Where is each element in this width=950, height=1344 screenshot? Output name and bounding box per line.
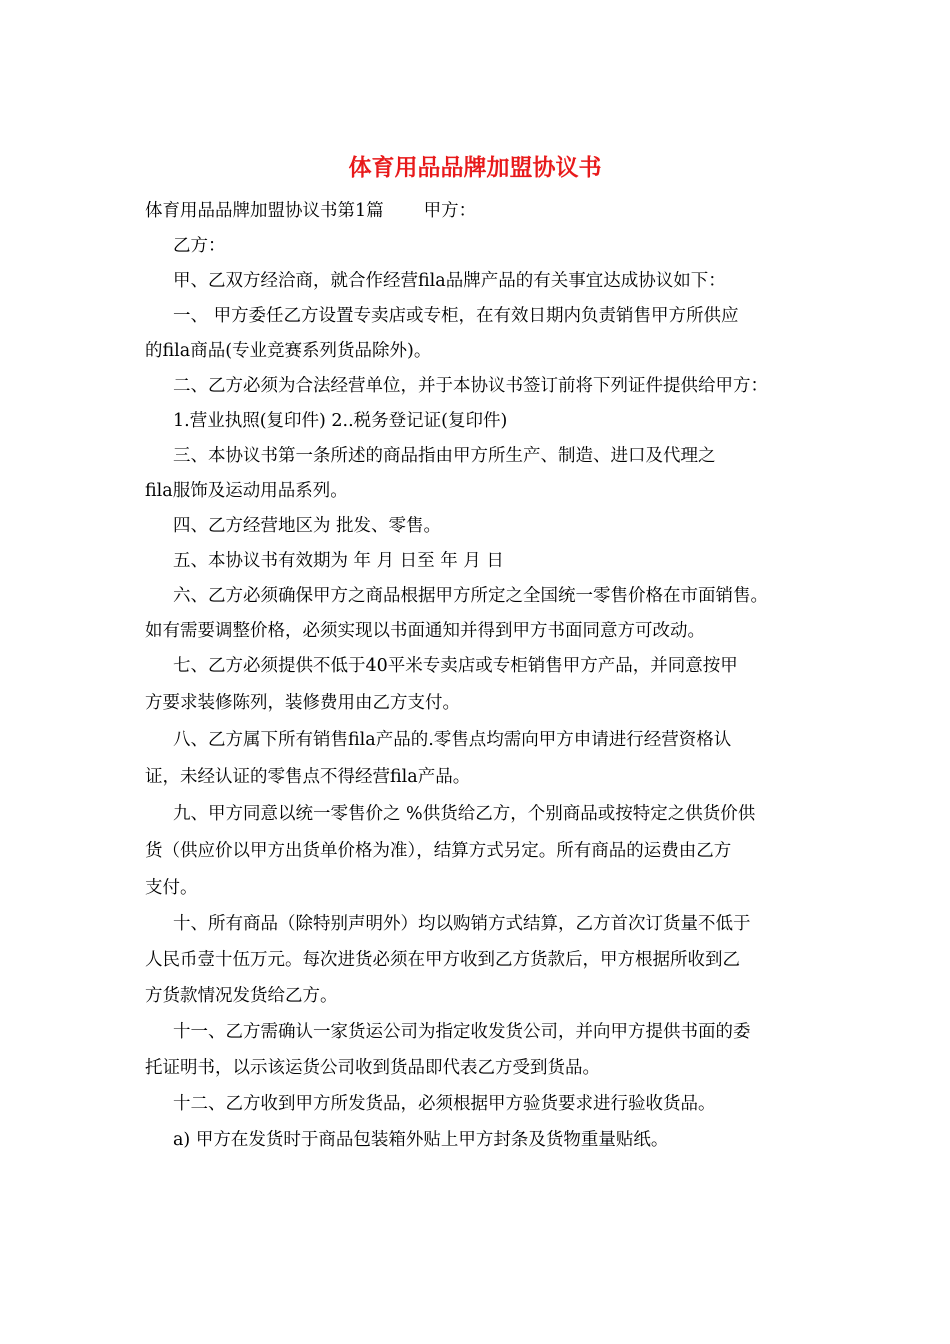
paragraph-line: fila服饰及运动用品系列。 bbox=[145, 481, 348, 501]
paragraph-line: 四、乙方经营地区为 批发、零售。 bbox=[173, 516, 442, 536]
paragraph-line: 五、本协议书有效期为 年 月 日至 年 月 日 bbox=[173, 551, 504, 571]
document-title: 体育用品品牌加盟协议书 bbox=[348, 154, 602, 181]
paragraph-line: 七、乙方必须提供不低于40平米专卖店或专柜销售甲方产品，并同意按甲 bbox=[173, 656, 738, 676]
intro-left: 体育用品品牌加盟协议书第1篇 bbox=[145, 201, 384, 221]
paragraph-line: 支付。 bbox=[145, 878, 198, 898]
paragraph-line: 二、乙方必须为合法经营单位，并于本协议书签订前将下列证件提供给甲方： bbox=[173, 376, 768, 396]
paragraph-line: 九、甲方同意以统一零售价之 %供货给乙方，个别商品或按特定之供货价供 bbox=[173, 804, 756, 824]
paragraph-line: 方货款情况发货给乙方。 bbox=[145, 986, 338, 1006]
paragraph-line: 十、所有商品（除特别声明外）均以购销方式结算，乙方首次订货量不低于 bbox=[173, 914, 751, 934]
paragraph-line: 托证明书，以示该运货公司收到货品即代表乙方受到货品。 bbox=[145, 1058, 600, 1078]
paragraph-line: 方要求装修陈列，装修费用由乙方支付。 bbox=[145, 693, 460, 713]
paragraph-line: 八、乙方属下所有销售fila产品的.零售点均需向甲方申请进行经营资格认 bbox=[173, 730, 732, 750]
paragraph-line: 六、乙方必须确保甲方之商品根据甲方所定之全国统一零售价格在市面销售。 bbox=[173, 586, 768, 606]
paragraph-line: 如有需要调整价格，必须实现以书面通知并得到甲方书面同意方可改动。 bbox=[145, 621, 705, 641]
intro-line bbox=[145, 198, 476, 224]
paragraph-line: 十一、乙方需确认一家货运公司为指定收发货公司，并向甲方提供书面的委 bbox=[173, 1022, 751, 1042]
paragraph-line: 一、 甲方委任乙方设置专卖店或专柜，在有效日期内负责销售甲方所供应 bbox=[173, 306, 739, 326]
paragraph-line: 的fila商品(专业竞赛系列货品除外)。 bbox=[145, 341, 432, 361]
paragraph-line: a) 甲方在发货时于商品包装箱外贴上甲方封条及货物重量贴纸。 bbox=[173, 1130, 669, 1150]
paragraph-line: 乙方： bbox=[173, 236, 226, 256]
paragraph-line: 证，未经认证的零售点不得经营fila产品。 bbox=[145, 767, 471, 787]
paragraph-line: 甲、乙双方经洽商，就合作经营fila品牌产品的有关事宜达成协议如下： bbox=[173, 271, 726, 291]
intro-right: 甲方： bbox=[423, 201, 477, 221]
paragraph-line: 十二、乙方收到甲方所发货品，必须根据甲方验货要求进行验收货品。 bbox=[173, 1094, 716, 1114]
paragraph-line: 人民币壹十伍万元。每次进货必须在甲方收到乙方货款后，甲方根据所收到乙 bbox=[145, 950, 740, 970]
paragraph-line: 三、本协议书第一条所述的商品指由甲方所生产、制造、进口及代理之 bbox=[173, 446, 716, 466]
paragraph-line: 1.营业执照(复印件) 2..税务登记证(复印件) bbox=[173, 411, 508, 431]
paragraph-line: 货（供应价以甲方出货单价格为准），结算方式另定。所有商品的运费由乙方 bbox=[145, 841, 732, 861]
